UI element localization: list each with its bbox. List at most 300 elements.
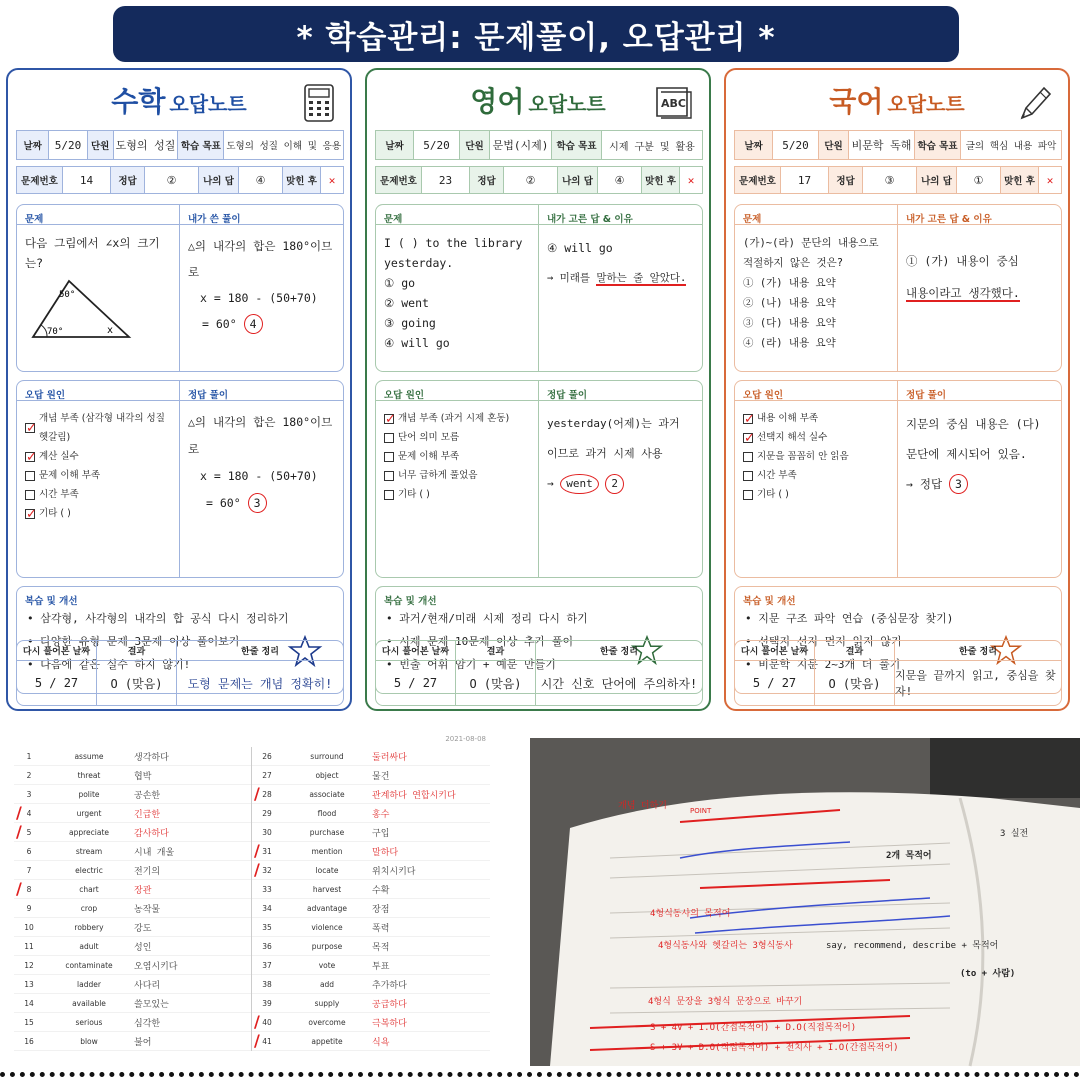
vocab-number: 9	[26, 903, 32, 913]
vocab-row	[252, 956, 490, 975]
vocab-word: overcome	[308, 1017, 346, 1027]
subject-title: 영어	[470, 85, 525, 118]
vocab-number: 41 /	[254, 1030, 272, 1050]
vocab-meaning: 강도	[134, 923, 152, 934]
review-item-1: • 삼각형, 사각형의 내각의 합 공식 다시 정리하기	[27, 612, 289, 625]
cause-item-2: ✓ 계산 실수	[25, 447, 171, 466]
vocab-row	[14, 766, 251, 785]
textbook-formula-1: S + 4V + I.O(간접목적어) + D.O(직접목적어)	[650, 1023, 857, 1033]
retry-date-value: 5 / 27	[17, 661, 97, 705]
vocab-row	[252, 899, 490, 918]
math-note-card	[6, 68, 352, 711]
goal-label: 학습 목표	[552, 131, 602, 159]
vocab-meaning: 목적	[372, 942, 390, 953]
vocab-row	[252, 747, 490, 766]
vocab-word: supply	[314, 998, 340, 1008]
answer-value: ②	[145, 167, 199, 193]
unit-label: 단원	[460, 131, 490, 159]
summary-label: 한줄 정리	[600, 647, 638, 657]
my-solution-label: 내가 쓴 풀이	[180, 205, 343, 225]
solution-label: 정답 풀이	[539, 381, 702, 401]
vocab-meaning: 말하다	[372, 847, 399, 858]
vocab-number: 4 /	[16, 802, 32, 822]
vocab-number: 37	[262, 960, 272, 970]
vocab-row	[252, 766, 490, 785]
cause-item-1: ✓ 개념 부족 (과거 시제 혼동)	[384, 409, 530, 428]
solution-word: went	[560, 474, 599, 494]
checkbox-checked[interactable]	[743, 433, 753, 443]
subject-title: 수학	[111, 85, 166, 118]
vocab-meaning: 생각하다	[134, 752, 169, 763]
my-answer-text: ① (가) 내용이 중심	[906, 254, 1019, 268]
vocab-word: add	[319, 979, 335, 989]
textbook-note-1: 2개 목적어	[886, 851, 932, 861]
info-row-1	[375, 130, 703, 160]
vocab-row	[14, 956, 251, 975]
review-item-3: • 빈출 어휘 암기 + 예문 만들기	[386, 658, 556, 671]
unit-label: 단원	[819, 131, 849, 159]
vocabulary-test-sheet	[14, 733, 490, 1063]
banner-title: * 학습관리: 문제풀이, 오답관리 *	[296, 19, 776, 56]
review-item-3: • 비문학 지문 2~3개 더 풀기	[745, 658, 901, 671]
pencil-icon	[1016, 84, 1052, 126]
problem-line-2: 적절하지 않은 것은?	[743, 257, 844, 269]
my-answer-value: ④	[239, 167, 283, 193]
my-answer-value: ①	[957, 167, 1001, 193]
vocab-row	[14, 747, 251, 766]
result-value: O (맞음)	[456, 661, 536, 705]
my-reason-underlined: 내용이라고 생각했다.	[906, 286, 1020, 300]
vocab-meaning: 장관	[134, 885, 152, 896]
vocab-word: locate	[315, 865, 339, 875]
option-2: ② (나) 내용 요약	[743, 297, 836, 309]
summary-value: 시간 신호 단어에 주의하자!	[540, 676, 698, 691]
review-label: 복습 및 개선	[384, 596, 437, 607]
vocab-number: 8 /	[16, 878, 32, 898]
card-header	[726, 80, 1068, 124]
vocab-number: 16	[24, 1036, 34, 1046]
cause-list	[735, 401, 897, 512]
solution-line-2: x = 180 - (50+70)	[200, 469, 318, 483]
my-answer-label: 나의 답	[199, 167, 239, 193]
solution-circle: 2	[605, 474, 624, 494]
cause-solution-box	[16, 380, 344, 578]
textbook-heading-2: 4형식동사의 목적어	[650, 909, 731, 919]
wrong-mark: ✕	[687, 173, 695, 187]
vocab-word: purchase	[309, 827, 345, 837]
vocab-meaning: 공급하다	[372, 999, 407, 1010]
vocab-number: 32 /	[254, 859, 272, 879]
vocab-number: 30	[262, 827, 272, 837]
angle-x-label: x	[107, 325, 114, 336]
checkbox[interactable]	[384, 433, 394, 443]
my-solution-circle: 4	[244, 314, 263, 334]
vocab-word: electric	[75, 865, 103, 875]
vocab-word: violence	[311, 922, 343, 932]
my-answer-label: 나의 답	[917, 167, 957, 193]
vocab-meaning: 오염시키다	[134, 961, 178, 972]
vocab-meaning: 감사하다	[134, 828, 169, 839]
my-answer-column	[539, 205, 702, 371]
vocab-row	[14, 785, 251, 804]
option-4: ④ (라) 내용 요약	[743, 337, 836, 349]
vocab-number: 27	[262, 770, 272, 780]
cause-item-5: 기타 ( )	[384, 485, 530, 504]
cause-item-4: 시간 부족	[743, 466, 889, 485]
unit-label: 단원	[88, 131, 114, 159]
vocab-word: assume	[74, 751, 104, 761]
vocab-word: vote	[318, 960, 336, 970]
vocab-meaning: 시내 개울	[134, 847, 175, 858]
cause-item-3: 지문을 꼼꼼히 안 읽음	[743, 447, 889, 466]
cause-item-5: 기타 ( )	[743, 485, 889, 504]
date-value: 5/20	[414, 131, 460, 159]
vocab-meaning: 쓸모있는	[134, 999, 169, 1010]
angle-a-label: 50°	[59, 290, 76, 300]
wrong-mark: ✕	[1046, 173, 1054, 187]
review-item-1: • 과거/현재/미래 시제 정리 다시 하기	[386, 612, 588, 625]
solution-arrow: → 정답	[906, 477, 943, 491]
vocab-row	[14, 804, 251, 823]
textbook-note-2: (to + 사람)	[960, 969, 1016, 979]
vocab-row	[252, 880, 490, 899]
option-1: ① go	[384, 276, 416, 290]
vocab-meaning: 위치시키다	[372, 866, 416, 877]
vocab-word: urgent	[76, 808, 102, 818]
my-reason-prefix: → 미래를	[547, 272, 597, 284]
vocab-number: 11	[24, 941, 34, 951]
note-title: 오답노트	[528, 92, 606, 116]
qnum-label: 문제번호	[376, 167, 422, 193]
result-value: O (맞음)	[97, 661, 177, 705]
qnum-value: 23	[422, 167, 470, 193]
solution-column	[539, 381, 702, 577]
answer-value: ③	[863, 167, 917, 193]
problem-line-1: I ( ) to the library	[384, 236, 523, 250]
vocab-date: 2021-08-08	[445, 735, 486, 743]
answer-value: ②	[504, 167, 558, 193]
date-value: 5/20	[773, 131, 819, 159]
textbook-heading-4: 4형식 문장을 3형식 문장으로 바꾸기	[648, 997, 803, 1007]
my-answer-label: 나의 답	[558, 167, 598, 193]
vocab-meaning: 수확	[372, 885, 390, 896]
card-header	[8, 80, 350, 124]
qnum-label: 문제번호	[735, 167, 781, 193]
checkbox[interactable]	[384, 490, 394, 500]
vocab-number: 13	[24, 979, 34, 989]
wrong-check-mark: /	[254, 1011, 260, 1031]
english-note-card	[365, 68, 711, 711]
vocab-sheet-header	[14, 733, 490, 747]
vocab-meaning: 폭력	[372, 923, 390, 934]
my-solution-line-3: = 60°	[202, 317, 237, 331]
note-title: 오답노트	[887, 92, 965, 116]
vocab-word: chart	[79, 884, 99, 894]
after-label: 맞힌 후	[642, 167, 680, 193]
result-label: 결과	[97, 641, 177, 660]
checkbox-checked[interactable]	[743, 414, 753, 424]
vocab-row	[252, 994, 490, 1013]
option-1: ① (가) 내용 요약	[743, 277, 836, 289]
my-solution-label: 내가 고른 답 & 이유	[898, 205, 1061, 225]
solution-column	[180, 381, 343, 577]
vocab-number: 15	[24, 1017, 34, 1027]
checkbox[interactable]	[384, 471, 394, 481]
vocab-number: 6	[26, 846, 32, 856]
vocab-word: ladder	[77, 979, 101, 989]
vocab-number: 1	[26, 751, 32, 761]
vocab-row	[14, 823, 251, 842]
vocab-row	[252, 861, 490, 880]
option-3: ③ (다) 내용 요약	[743, 317, 836, 329]
subject-title: 국어	[829, 85, 884, 118]
vocab-word: robbery	[74, 922, 104, 932]
cause-item-4: 시간 부족	[25, 485, 171, 504]
answer-label: 정답	[829, 167, 863, 193]
goal-label: 학습 목표	[915, 131, 961, 159]
problem-text: 다음 그림에서 ∠x의 크기는?	[25, 236, 160, 270]
summary-value: 도형 문제는 개념 정확히!	[187, 676, 333, 691]
retry-date-label: 다시 풀어본 날짜	[17, 641, 97, 660]
info-row-1	[734, 130, 1062, 160]
vocab-number: 33	[262, 884, 272, 894]
checkbox[interactable]	[743, 452, 753, 462]
vocab-row	[252, 975, 490, 994]
qnum-value: 17	[781, 167, 829, 193]
solution-line-3: = 60°	[206, 496, 241, 510]
vocab-column-left	[14, 747, 252, 1051]
textbook-verbs: say, recommend, describe + 목적어	[826, 941, 999, 951]
info-row-2	[734, 166, 1062, 194]
vocab-number: 7	[26, 865, 32, 875]
vocab-word: blow	[80, 1036, 98, 1046]
vocab-word: advantage	[306, 903, 348, 913]
problem-line-2: yesterday.	[384, 256, 454, 270]
solution-line-2: 문단에 제시되어 있음.	[906, 447, 1027, 461]
vocab-meaning: 관계하다 연합시키다	[372, 790, 456, 801]
checkbox-checked[interactable]	[25, 452, 35, 462]
my-solution-label: 내가 고른 답 & 이유	[539, 205, 702, 225]
cause-solution-box	[734, 380, 1062, 578]
goal-value: 도형의 성질 이해 및 응용	[226, 141, 341, 152]
wrong-check-mark: /	[254, 840, 260, 860]
vocab-word: contaminate	[65, 960, 113, 970]
vocab-number: 34	[262, 903, 272, 913]
vocab-number: 38	[262, 979, 272, 989]
retry-footer	[375, 640, 703, 706]
solution-label: 정답 풀이	[898, 381, 1061, 401]
summary-label: 한줄 정리	[959, 647, 997, 657]
checkbox[interactable]	[25, 471, 35, 481]
wrong-check-mark: /	[16, 821, 22, 841]
vocab-number: 26	[262, 751, 272, 761]
my-solution-column	[180, 205, 343, 371]
cause-list	[376, 401, 538, 512]
answer-label: 정답	[111, 167, 145, 193]
vocab-word: threat	[77, 770, 101, 780]
vocab-word: appetite	[311, 1036, 343, 1046]
vocab-meaning: 사다리	[134, 980, 161, 991]
problem-label: 문제	[17, 205, 179, 225]
vocab-row	[14, 994, 251, 1013]
textbook-heading-1: 개념 더하기	[618, 801, 667, 811]
unit-value: 문법(시제)	[490, 131, 552, 159]
goal-value: 글의 핵심 내용 파악	[965, 141, 1057, 152]
checkbox[interactable]	[743, 471, 753, 481]
vocab-row	[252, 1013, 490, 1032]
problem-label: 문제	[735, 205, 897, 225]
vocab-word: flood	[317, 808, 337, 818]
review-label: 복습 및 개선	[743, 596, 796, 607]
result-label: 결과	[456, 641, 536, 660]
cause-solution-box	[375, 380, 703, 578]
result-value: O (맞음)	[815, 661, 895, 705]
vocab-meaning: 식욕	[372, 1037, 390, 1048]
cause-item-4: 너무 급하게 풀었음	[384, 466, 530, 485]
vocab-word: polite	[78, 789, 100, 799]
review-item-2: • 선택지 선지 먼저 읽지 않기	[745, 635, 902, 648]
date-label: 날짜	[17, 131, 49, 159]
vocab-row	[14, 861, 251, 880]
abc-book-icon	[653, 84, 693, 124]
wrong-check-mark: /	[16, 802, 22, 822]
vocab-number: 12	[24, 960, 34, 970]
cause-column	[17, 381, 180, 577]
unit-value: 도형의 성질	[114, 131, 179, 159]
vocab-meaning: 극복하다	[372, 1018, 407, 1029]
after-label: 맞힌 후	[283, 167, 321, 193]
vocab-row	[14, 880, 251, 899]
vocab-number: 40 /	[254, 1011, 272, 1031]
option-4: ④ will go	[384, 336, 450, 350]
retry-date-value: 5 / 27	[735, 661, 815, 705]
vocab-row	[14, 842, 251, 861]
vocab-word: purpose	[311, 941, 343, 951]
solution-label: 정답 풀이	[180, 381, 343, 401]
triangle-figure	[29, 275, 139, 341]
vocab-word: harvest	[312, 884, 342, 894]
vocab-meaning: 장점	[372, 904, 390, 915]
checkbox[interactable]	[384, 452, 394, 462]
cause-label: 오답 원인	[17, 381, 179, 401]
vocab-word: stream	[75, 846, 103, 856]
cause-label: 오답 원인	[376, 381, 538, 401]
vocab-number: 29	[262, 808, 272, 818]
problem-box	[16, 204, 344, 372]
review-item-3: • 다음에 같은 실수 하지 않기!	[27, 658, 191, 671]
vocab-row	[252, 1032, 490, 1051]
checkbox-checked[interactable]	[25, 509, 35, 519]
info-row-2	[375, 166, 703, 194]
my-answer-value: ④	[598, 167, 642, 193]
goal-value: 시제 구분 및 활용	[609, 141, 695, 153]
checkbox[interactable]	[743, 490, 753, 500]
vocab-number: 28 /	[254, 783, 272, 803]
retry-date-value: 5 / 27	[376, 661, 456, 705]
retry-footer	[16, 640, 344, 706]
wrong-check-mark: /	[16, 878, 22, 898]
vocab-meaning: 물건	[372, 771, 390, 782]
date-value: 5/20	[49, 131, 87, 159]
solution-line-1: yesterday(어제)는 과거	[547, 417, 680, 430]
page-banner	[113, 6, 959, 62]
svg-text:ABC: ABC	[661, 97, 686, 110]
wrong-check-mark: /	[254, 859, 260, 879]
vocab-meaning: 구입	[372, 828, 390, 839]
vocab-number: 3	[26, 789, 32, 799]
vocab-word: associate	[309, 789, 345, 799]
vocab-row	[252, 842, 490, 861]
vocab-row	[14, 1013, 251, 1032]
vocab-word: serious	[75, 1017, 103, 1027]
my-solution-line-2: x = 180 - (50+70)	[200, 291, 318, 305]
vocab-number: 36	[262, 941, 272, 951]
summary-value: 지문을 끝까지 읽고, 중심을 찾자!	[895, 669, 1056, 698]
info-row-2	[16, 166, 344, 194]
vocab-row	[14, 1032, 251, 1051]
review-item-1: • 지문 구조 파악 연습 (중심문장 찾기)	[745, 612, 954, 625]
textbook-photo	[530, 738, 1080, 1066]
vocab-word: surround	[310, 751, 344, 761]
cause-list	[17, 401, 179, 531]
vocab-meaning: 투표	[372, 961, 390, 972]
vocab-word: mention	[311, 846, 343, 856]
checkbox-checked[interactable]	[25, 423, 35, 433]
vocab-meaning: 농작물	[134, 904, 161, 915]
vocab-meaning: 전기의	[134, 866, 161, 877]
checkbox[interactable]	[25, 490, 35, 500]
vocab-column-right	[252, 747, 490, 1051]
date-label: 날짜	[735, 131, 773, 159]
cause-item-2: ✓ 선택지 해석 실수	[743, 428, 889, 447]
my-reason-underlined: 말하는 줄 알았다.	[596, 272, 687, 284]
problem-column	[735, 205, 898, 371]
review-item-2: • 다양한 유형 문제 3문제 이상 풀어보기	[27, 635, 240, 648]
problem-box	[375, 204, 703, 372]
vocab-number: 35	[262, 922, 272, 932]
vocab-meaning: 불어	[134, 1037, 152, 1048]
solution-circle: 3	[949, 474, 968, 494]
unit-value: 비문학 독해	[849, 131, 915, 159]
vocab-meaning: 추가하다	[372, 980, 407, 991]
my-answer-column	[898, 205, 1061, 371]
vocab-word: crop	[80, 903, 98, 913]
option-3: ③ going	[384, 316, 436, 330]
my-solution-line-1: △의 내각의 합은 180°이므로	[188, 239, 333, 279]
vocab-meaning: 홍수	[372, 809, 390, 820]
cause-item-2: 단어 의미 모름	[384, 428, 530, 447]
vocab-word: available	[72, 998, 106, 1008]
calculator-icon	[304, 84, 334, 126]
wrong-check-mark: /	[254, 1030, 260, 1050]
vocab-word: appreciate	[68, 827, 109, 837]
textbook-section: 3 실전	[1000, 829, 1029, 839]
vocab-meaning: 협박	[134, 771, 152, 782]
solution-arrow: →	[547, 477, 554, 490]
vocab-word: adult	[79, 941, 99, 951]
solution-line-1: △의 내각의 합은 180°이므로	[188, 415, 333, 456]
vocab-row	[14, 975, 251, 994]
vocab-meaning: 심각한	[134, 1018, 161, 1029]
vocab-row	[252, 823, 490, 842]
vocab-word: object	[315, 770, 339, 780]
card-header	[367, 80, 709, 124]
vocab-number: 31 /	[254, 840, 272, 860]
vocab-row	[14, 918, 251, 937]
vocab-row	[252, 918, 490, 937]
problem-label: 문제	[376, 205, 538, 225]
checkbox-checked[interactable]	[384, 414, 394, 424]
